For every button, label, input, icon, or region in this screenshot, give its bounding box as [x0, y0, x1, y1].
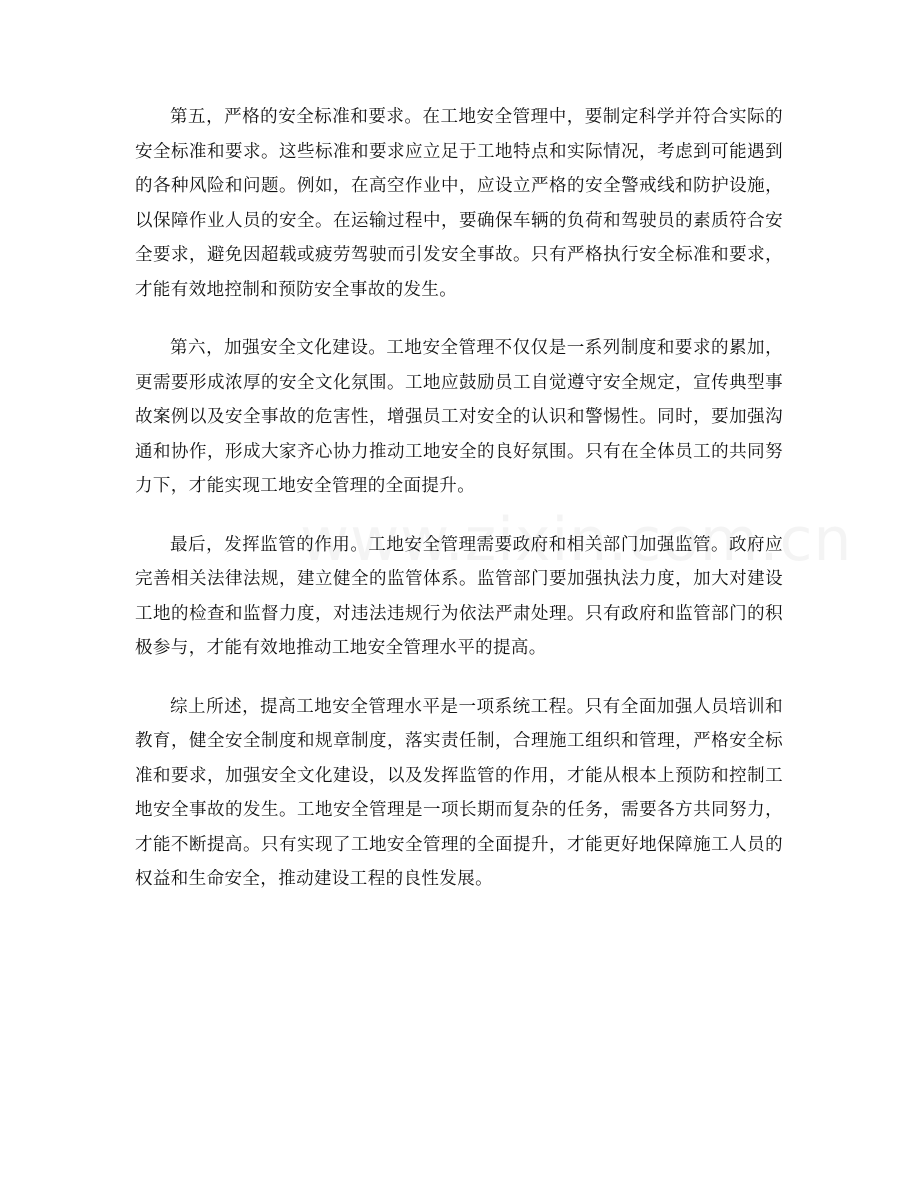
document-page — [135, 100, 783, 921]
paragraph-6-culture: 第六，加强安全文化建设。工地安全管理不仅仅是一系列制度和要求的累加，更需要形成浓厚的安全文化氛围。工地应鼓励员工自觉遵守安全规定，宣传典型事故案例以及安全事故的危害性，增强员工对安全的认识和警惕性。同时，要加强沟通和协作，形成大家齐心协力推动工地安全的良好氛围。只有在全体员工的共同努力下，才能实现工地安全管理的全面提升。 — [135, 338, 783, 496]
paragraph-5-standards: 第五，严格的安全标准和要求。在工地安全管理中，要制定科学并符合实际的安全标准和要求。这些标准和要求应立足于工地特点和实际情况，考虑到可能遇到的各种风险和问题。例如，在高空作业中，应设立严格的安全警戒线和防护设施，以保障作业人员的安全。在运输过程中，要确保车辆的负荷和驾驶员的素质符合安全要求，避免因超载或疲劳驾驶而引发安全事故。只有严格执行安全标准和要求，才能有效地控制和预防安全事故的发生。 — [135, 107, 783, 300]
paragraph-conclusion: 综上所述，提高工地安全管理水平是一项系统工程。只有全面加强人员培训和教育，健全安全制度和规章制度，落实责任制，合理施工组织和管理，严格安全标准和要求，加强安全文化建设，以及发挥监管的作用，才能从根本上预防和控制工地安全事故的发生。工地安全管理是一项长期而复杂的任务，需要各方共同努力，才能不断提高。只有实现了工地安全管理的全面提升，才能更好地保障施工人员的权益和生命安全，推动建设工程的良性发展。 — [135, 696, 783, 889]
paragraph-final-supervision: 最后，发挥监管的作用。工地安全管理需要政府和相关部门加强监管。政府应完善相关法律法规，建立健全的监管体系。监管部门要加强执法力度，加大对建设工地的检查和监督力度，对违法违规行为依法严肃处理。只有政府和监管部门的积极参与，才能有效地推动工地安全管理水平的提高。 — [135, 534, 783, 658]
